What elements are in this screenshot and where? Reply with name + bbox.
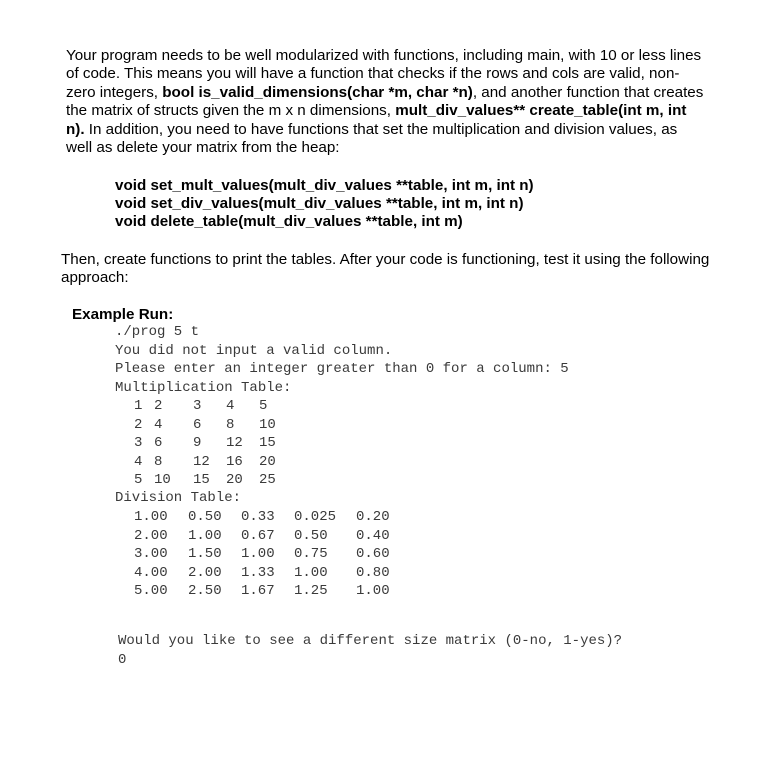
div-cell-r3-c2: 1.50 [188,546,222,562]
div-cell-r2-c4: 0.50 [294,527,328,544]
intro-text-1: Your program needs to be well modularized with functions, including main, with 10 or less lines of code. This means you will have a function that checks if the rows and cols are valid, non-zero integers, [66,47,702,101]
mult-cell-r4-c4: 16 [226,453,243,470]
mult-cell-r3-c3: 9 [193,435,202,451]
mult-cell-r4-c5: 20 [259,453,276,470]
mult-cell-r3-c2: 6 [154,435,163,451]
mult-cell-r1-c1: 1 [134,398,143,414]
div-cell-r4-c4: 1.00 [294,564,328,581]
mult-cell-r5-c5: 25 [259,472,276,488]
div-cell-r5-c3: 1.67 [241,583,275,599]
example-run-label: Example Run: [72,306,174,323]
intro-paragraph [66,47,706,157]
div-cell-r1-c5: 0.20 [356,509,390,525]
div-cell-r5-c1: 5.00 [134,583,168,599]
mult-cell-r2-c1: 2 [134,416,143,433]
mult-cell-r4-c1: 4 [134,453,143,470]
intro-text-3: In addition, you need to have functions that set the multiplication and division values, as well as delete your matrix from the heap: [66,120,678,157]
div-cell-r2-c1: 2.00 [134,527,168,544]
repeat-question: Would you like to see a different size matrix (0-no, 1-yes)? [118,633,623,649]
mult-cell-r5-c4: 20 [226,472,243,488]
div-cell-r5-c4: 1.25 [294,583,328,599]
delete-table-signature: void delete_table(mult_div_values **table, int m) [115,213,463,230]
div-cell-r4-c1: 4.00 [134,564,168,581]
mult-cell-r1-c5: 5 [259,398,268,414]
div-cell-r5-c2: 2.50 [188,583,222,599]
repeat-answer: 0 [118,652,127,668]
mult-cell-r2-c4: 8 [226,416,235,433]
mult-cell-r4-c3: 12 [193,453,210,470]
mult-cell-r2-c5: 10 [259,416,276,433]
div-cell-r4-c2: 2.00 [188,564,222,581]
create-table-signature: mult_div_values** create_table(int m, int n). [66,102,687,138]
div-cell-r4-c3: 1.33 [241,564,275,581]
div-cell-r1-c4: 0.025 [294,509,337,525]
invalid-column-message: You did not input a valid column. [115,343,393,359]
then-paragraph: Then, create functions to print the tables. After your code is functioning, test it using the following approach: [61,251,710,287]
div-cell-r1-c2: 0.50 [188,509,222,525]
is-valid-dimensions-signature: bool is_valid_dimensions(char *m, char *n) [162,83,473,101]
multiplication-table-title: Multiplication Table: [115,380,292,396]
intro-text-2: , and another function that creates the matrix of structs given the m x n dimensions, [66,83,704,120]
set-div-values-signature: void set_div_values(mult_div_values **table, int m, int n) [115,195,524,212]
mult-cell-r5-c2: 10 [154,472,171,488]
mult-cell-r2-c2: 4 [154,416,163,433]
div-cell-r2-c3: 0.67 [241,527,275,544]
mult-cell-r4-c2: 8 [154,453,163,470]
div-cell-r1-c1: 1.00 [134,509,168,525]
command-line: ./prog 5 t [115,324,200,340]
mult-cell-r5-c1: 5 [134,472,143,488]
column-prompt: Please enter an integer greater than 0 for a column: 5 [115,361,569,377]
mult-cell-r1-c4: 4 [226,398,235,414]
mult-cell-r1-c2: 2 [154,398,163,414]
div-cell-r3-c5: 0.60 [356,546,390,562]
div-cell-r4-c5: 0.80 [356,564,390,581]
div-cell-r2-c2: 1.00 [188,527,222,544]
mult-cell-r5-c3: 15 [193,472,210,488]
division-table-title: Division Table: [115,490,242,506]
div-cell-r3-c1: 3.00 [134,546,168,562]
div-cell-r5-c5: 1.00 [356,583,390,599]
mult-cell-r3-c5: 15 [259,435,276,451]
mult-cell-r3-c4: 12 [226,435,243,451]
div-cell-r2-c5: 0.40 [356,527,390,544]
mult-cell-r2-c3: 6 [193,416,202,433]
div-cell-r3-c4: 0.75 [294,546,328,562]
mult-cell-r3-c1: 3 [134,435,143,451]
div-cell-r3-c3: 1.00 [241,546,275,562]
mult-cell-r1-c3: 3 [193,398,202,414]
set-mult-values-signature: void set_mult_values(mult_div_values **table, int m, int n) [115,177,534,194]
div-cell-r1-c3: 0.33 [241,509,275,525]
